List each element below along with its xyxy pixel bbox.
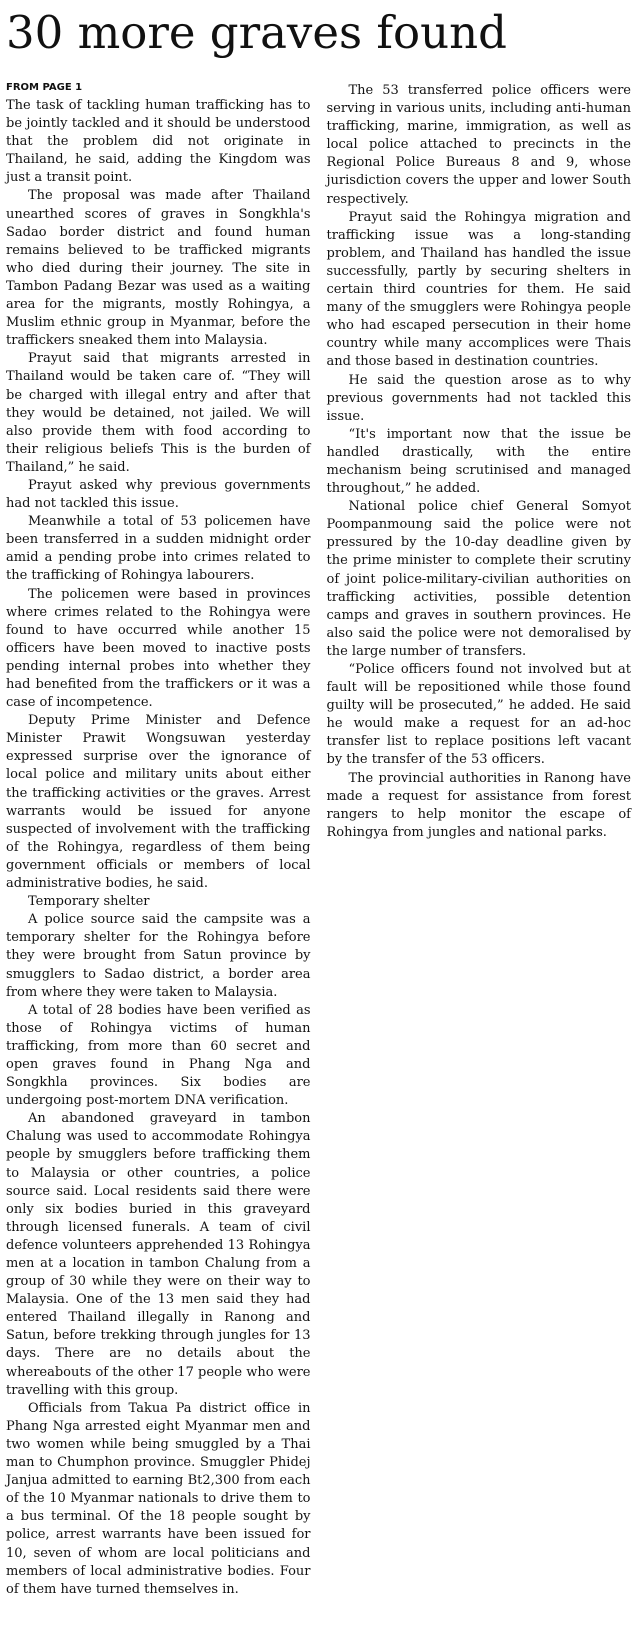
continued-from-label: FROM PAGE 1 bbox=[6, 82, 83, 93]
paragraph: Prayut asked why previous governments had not tackled this issue. bbox=[6, 477, 311, 512]
paragraph: Prayut said the Rohingya migration and trafficking issue was a long-standing problem, and Thailand has handled the issue successfully, partly by securing shelters in certain third countries for them. He said many of the smugglers were Rohingya people who had escaped persecution in their home country while many accomplices were Thais and those based in destination countries. bbox=[326, 209, 631, 370]
paragraph: A total of 28 bodies have been verified as those of Rohingya victims of human trafficking, from more than 60 secret and open graves found in Phang Nga and Songkhla provinces. Six bodies are undergoing post-mortem DNA verification. bbox=[6, 1002, 311, 1109]
paragraph: The provincial authorities in Ranong have made a request for assistance from forest rangers to help monitor the escape of Rohingya from jungles and national parks. bbox=[326, 770, 631, 840]
headline: 30 more graves found bbox=[6, 6, 507, 59]
paragraph: “Police officers found not involved but at fault will be repositioned while those found guilty will be prosecuted,” he added. He said he would make a request for an ad-hoc transfer list to replace positions left vacant by the transfer of the 53 officers. bbox=[326, 662, 631, 768]
paragraph: He said the question arose as to why previous governments had not tackled this issue. bbox=[326, 372, 631, 424]
paragraph: The proposal was made after Thailand unearthed scores of graves in Songkhla's Sadao border district and found human remains believed to be trafficked migrants who died during their journey. The site in Tambon Padang Bezar was used as a waiting area for the migrants, mostly Rohingya, a Muslim ethnic group in Myanmar, before the traffickers sneaked them into Malaysia. bbox=[6, 188, 311, 349]
paragraph: Prayut said that migrants arrested in Thailand would be taken care of. “They will be charged with illegal entry and after that they would be detained, not jailed. We will also provide them with food according to their religious beliefs This is the burden of Thailand,” he said. bbox=[6, 351, 311, 475]
paragraph: An abandoned graveyard in tambon Chalung was used to accommodate Rohingya people by smugglers before trafficking them to Malaysia or other countries, a police source said. Local residents said there were only six bodies buried in this graveyard through licensed funerals. A team of civil defence volunteers apprehended 13 Rohingya men at a location in tambon Chalung from a group of 30 while they were on their way to Malaysia. One of the 13 men said they had entered Thailand illegally in Ranong and Satun, before trekking through jungles for 13 days. There are no details about the whereabouts of the other 17 people who were travelling with this group. bbox=[6, 1111, 311, 1398]
paragraph: The 53 transferred police officers were serving in various units, including anti-human trafficking, marine, immigration, as well as local police attached to precincts in the Regional Police Bureaus 8 and 9, whose jurisdiction covers the upper and lower South respectively. bbox=[326, 83, 631, 207]
paragraph: A police source said the campsite was a temporary shelter for the Rohingya before they were brought from Satun province by smugglers to Sadao district, a border area from where they were taken to Malaysia. bbox=[6, 912, 311, 1000]
paragraph: The task of tackling human trafficking has to be jointly tackled and it should be understood that the problem did not originate in Thailand, he said, adding the Kingdom was just a transit point. bbox=[6, 98, 311, 186]
subheading: Temporary shelter bbox=[28, 894, 150, 910]
paragraph: The policemen were based in provinces where crimes related to the Rohingya were found to have occurred while another 15 officers have been moved to inactive posts pending internal probes into whether they had benefited from the traffickers or it was a case of incompetence. bbox=[6, 586, 311, 711]
paragraph: “It's important now that the issue be handled drastically, with the entire mechanism being scrutinised and managed throughout,” he added. bbox=[326, 426, 631, 497]
article-body bbox=[6, 82, 631, 1627]
paragraph: Meanwhile a total of 53 policemen have been transferred in a sudden midnight order amid a pending probe into crimes related to the trafficking of Rohingya labourers. bbox=[6, 514, 311, 584]
paragraph: Officials from Takua Pa district office in Phang Nga arrested eight Myanmar men and two women while being smuggled by a Thai man to Chumphon province. Smuggler Phidej Janjua admitted to earning Bt2,300 from each of the 10 Myanmar nationals to drive them to a bus terminal. Of the 18 people sought by police, arrest warrants have been issued for 10, seven of whom are local politicians and members of local administrative bodies. Four of them have turned themselves in. bbox=[6, 1400, 311, 1597]
paragraph: Deputy Prime Minister and Defence Minister Prawit Wongsuwan yesterday expressed surprise over the ignorance of local police and military units about either the trafficking activities or the graves. Arrest warrants would be issued for anyone suspected of involvement with the trafficking of the Rohingya, regardless of them being government officials or members of local administrative bodies, he said. bbox=[6, 713, 311, 892]
newspaper-clipping bbox=[0, 8, 639, 1641]
paragraph: National police chief General Somyot Poompanmoung said the police were not pressured by the 10-day deadline given by the prime minister to complete their scrutiny of joint police-military-civilian authorities on trafficking activities, possible detention camps and graves in southern provinces. He also said the police were not demoralised by the large number of transfers. bbox=[326, 499, 631, 659]
